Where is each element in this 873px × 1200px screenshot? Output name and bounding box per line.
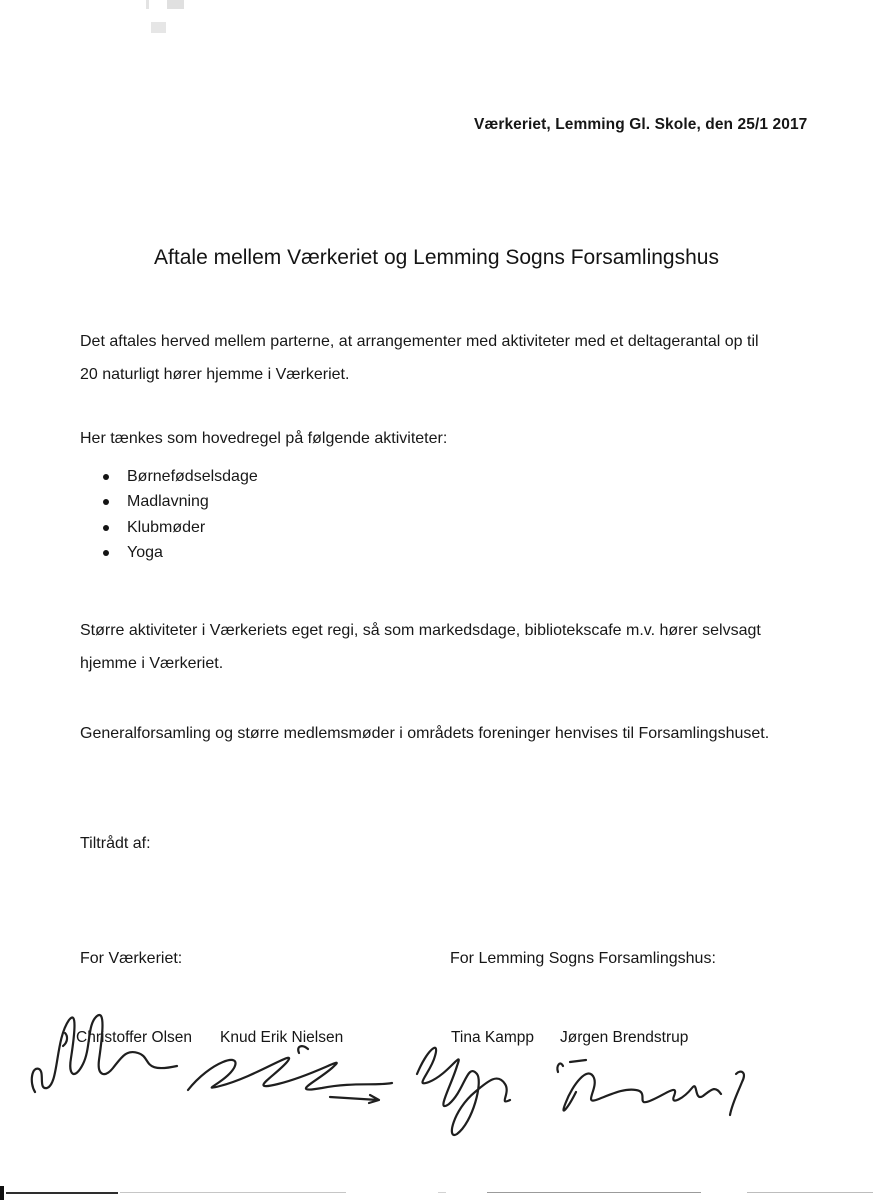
list-item	[103, 515, 503, 541]
signer-name: Knud Erik Nielsen	[220, 1029, 344, 1046]
activity-label: Madlavning	[127, 493, 209, 511]
scan-artifact-top	[151, 22, 166, 33]
bullet-icon	[103, 525, 109, 531]
scan-artifact-top	[167, 0, 184, 9]
scan-artifact-bottom-line	[487, 1192, 701, 1193]
activity-label: Yoga	[127, 544, 163, 562]
agreed-by-label: Tiltrådt af:	[80, 835, 151, 852]
date-line: Værkeriet, Lemming Gl. Skole, den 25/1 2017	[474, 116, 808, 133]
list-item	[103, 490, 503, 516]
signature-knud-erik-nielsen-icon	[180, 1042, 402, 1108]
activity-label: Børnefødselsdage	[127, 467, 258, 485]
scan-artifact-bottom-line	[120, 1192, 346, 1193]
signature-party-right-label: For Lemming Sogns Forsamlingshus:	[450, 950, 716, 967]
scan-artifact-bottom-line	[6, 1192, 118, 1194]
document-title: Aftale mellem Værkeriet og Lemming Sogns Forsamlingshus	[154, 246, 719, 269]
signature-christoffer-olsen-icon	[25, 1002, 200, 1112]
signer-name: Jørgen Brendstrup	[560, 1029, 689, 1046]
paragraph-agreement: Det aftales herved mellem parterne, at arrangementer med aktiviteter med et deltagerantal op til 20 naturligt hører hjemme i Værkeriet.	[80, 333, 759, 383]
list-item	[103, 464, 503, 490]
bullet-icon	[103, 499, 109, 505]
signature-joergen-brendstrup-icon	[540, 1044, 762, 1136]
activity-label: Klubmøder	[127, 518, 206, 536]
scan-artifact-bottom-line	[438, 1192, 446, 1193]
paragraph-general-assembly: Generalforsamling og større medlemsmøder i områdets foreninger henvises til Forsamlingshuset.	[80, 725, 770, 742]
scan-artifact-corner	[0, 1186, 4, 1200]
bullet-icon	[103, 474, 109, 480]
bullet-icon	[103, 550, 109, 556]
paragraph-larger-activities: Større aktiviteter i Værkeriets eget regi, så som markedsdage, bibliotekscafe m.v. hører selvsagt hjemme i Værkeriet.	[80, 622, 761, 672]
list-item	[103, 541, 503, 567]
signer-name: Tina Kampp	[451, 1029, 534, 1046]
signature-party-left-label: For Værkeriet:	[80, 950, 183, 967]
signer-name: Christoffer Olsen	[76, 1029, 193, 1046]
scan-artifact-bottom-line	[747, 1192, 873, 1193]
scan-artifact-top	[146, 0, 149, 9]
signature-tina-kampp-icon	[405, 1036, 557, 1142]
activities-list	[103, 464, 503, 566]
paragraph-activities-intro: Her tænkes som hovedregel på følgende aktiviteter:	[80, 430, 448, 447]
